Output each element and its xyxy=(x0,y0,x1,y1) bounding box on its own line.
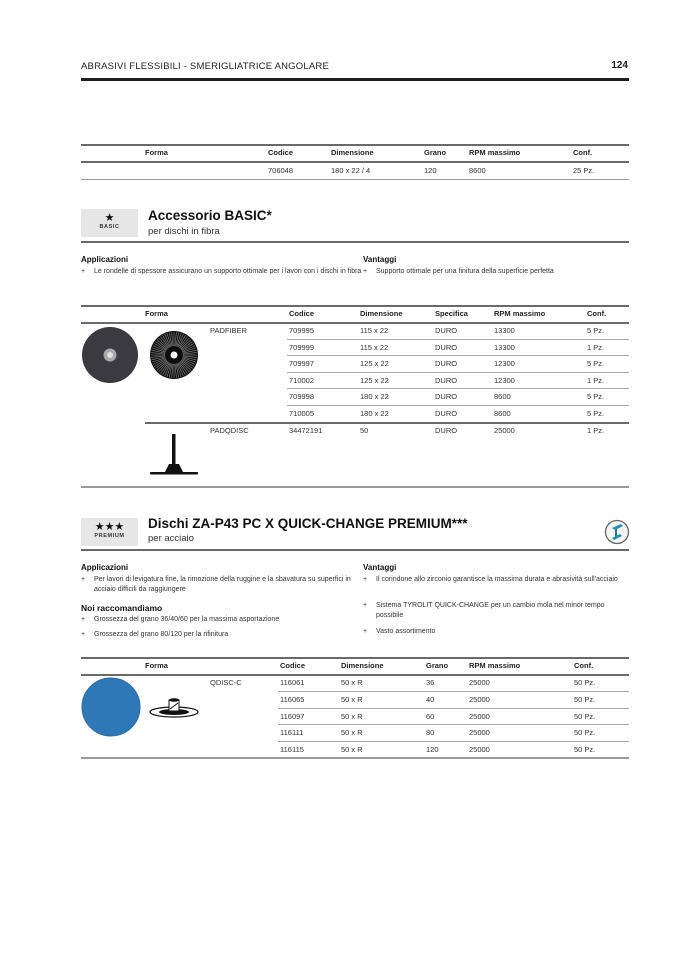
cell-conf: 50 Pz. xyxy=(574,728,596,738)
cell-codice: 116065 xyxy=(280,694,305,704)
cell-specifica: DURO xyxy=(435,375,458,385)
col-header-dimensione: Dimensione xyxy=(331,148,374,157)
advantages-heading: Vantaggi xyxy=(363,563,397,572)
cell-rpm: 12300 xyxy=(494,359,515,369)
cell-dimensione: 115 x 22 xyxy=(360,342,389,352)
section-rule xyxy=(81,241,629,243)
header-rule xyxy=(81,674,629,676)
applications-heading: Applicazioni xyxy=(81,563,129,572)
cell-dimensione: 115 x 22 xyxy=(360,326,389,335)
advantages-item: + Il corindone allo zirconio garantisce la massima durata e abrasività sull'acciaio xyxy=(363,575,631,585)
col-header-rpm: RPM massimo xyxy=(494,309,546,318)
group-separator-rule xyxy=(145,422,629,424)
cell-rpm: 25000 xyxy=(469,694,490,704)
table-top-rule xyxy=(81,657,629,659)
cell-specifica: DURO xyxy=(435,392,458,402)
header-rule xyxy=(81,161,629,163)
cell-conf: 50 Pz. xyxy=(574,711,596,721)
row-separator xyxy=(287,388,629,389)
cell-codice: 709999 xyxy=(289,342,315,352)
cell-conf: 5 Pz. xyxy=(587,359,605,369)
cell-conf: 1 Pz. xyxy=(587,375,605,385)
cell-codice: 709995 xyxy=(289,326,315,335)
cell-grano: 40 xyxy=(426,694,435,704)
table-bottom-rule xyxy=(81,486,629,488)
cell-codice: 116097 xyxy=(280,711,305,721)
cell-codice: 116061 xyxy=(280,678,305,687)
padfiber-backing-pad-image xyxy=(81,326,139,384)
cell-codice: 706048 xyxy=(268,166,294,175)
cell-dimensione: 125 x 22 xyxy=(360,375,389,385)
col-header-forma: Forma xyxy=(145,661,168,670)
cell-dimensione: 50 x R xyxy=(341,711,363,721)
cell-specifica: DURO xyxy=(435,426,458,435)
cell-codice: 709998 xyxy=(289,392,315,402)
stars-icon: ★★★ xyxy=(94,521,125,533)
row-separator xyxy=(287,339,629,340)
col-header-forma: Forma xyxy=(145,309,168,318)
qdisc-blue-disc-image xyxy=(81,677,141,737)
table-top-rule xyxy=(81,144,629,146)
applications-item: + Per lavori di levigatura fine, la rimozione della ruggine e la sbavatura su superfici in acciaio difficili da raggiungere xyxy=(81,575,369,595)
cell-specifica: DURO xyxy=(435,359,458,369)
cell-grano: 36 xyxy=(426,678,435,687)
cell-codice: 116111 xyxy=(280,728,304,738)
col-header-forma: Forma xyxy=(145,148,168,157)
cell-rpm: 8600 xyxy=(469,166,486,175)
steel-beam-icon xyxy=(604,519,630,545)
cell-codice: 709997 xyxy=(289,359,315,369)
row-separator xyxy=(287,405,629,406)
recommend-item: + Grossezza del grano 36/40/60 per la massima asportazione xyxy=(81,615,369,625)
header-rule xyxy=(81,322,629,324)
cell-grano: 60 xyxy=(426,711,435,721)
row-separator xyxy=(278,724,629,725)
col-header-conf: Conf. xyxy=(574,661,594,670)
cell-grano: 80 xyxy=(426,728,435,738)
section-rule xyxy=(81,549,629,551)
cell-specifica: DURO xyxy=(435,342,458,352)
cell-conf: 50 Pz. xyxy=(574,678,596,687)
col-header-conf: Conf. xyxy=(587,309,607,318)
col-header-codice: Codice xyxy=(268,148,294,157)
recommend-heading: Noi raccomandiamo xyxy=(81,603,163,613)
cell-conf: 5 Pz. xyxy=(587,326,605,335)
cell-dimensione: 125 x 22 xyxy=(360,359,389,369)
col-header-specifica: Specifica xyxy=(435,309,468,318)
cell-rpm: 25000 xyxy=(469,728,490,738)
advantages-item: + Vasto assortimento xyxy=(363,627,631,637)
product-type-qdisc-c: QDISC-C xyxy=(210,678,242,687)
product-type-padqdisc: PADQDISC xyxy=(210,426,249,435)
applications-item: + Le rondelle di spessore assicurano un supporto ottimale per i lavori con i dischi in fibra xyxy=(81,267,369,277)
badge-label: PREMIUM xyxy=(94,533,125,539)
col-header-codice: Codice xyxy=(280,661,306,670)
badge-label: BASIC xyxy=(99,224,120,230)
cell-dimensione: 50 x R xyxy=(341,678,363,687)
col-header-grano: Grano xyxy=(424,148,447,157)
basic-badge xyxy=(81,209,138,237)
applications-heading: Applicazioni xyxy=(81,255,129,264)
col-header-dimensione: Dimensione xyxy=(360,309,403,318)
padqdisc-arbor-image xyxy=(149,433,199,477)
row-separator xyxy=(287,355,629,356)
col-header-grano: Grano xyxy=(426,661,449,670)
qdisc-holder-image xyxy=(148,697,200,719)
section-subtitle: per acciaio xyxy=(148,533,194,544)
section-subtitle: per dischi in fibra xyxy=(148,226,220,237)
cell-dimensione: 50 xyxy=(360,426,369,435)
page-number: 124 xyxy=(611,60,628,71)
cell-rpm: 25000 xyxy=(494,426,515,435)
cell-rpm: 25000 xyxy=(469,678,490,687)
col-header-rpm: RPM massimo xyxy=(469,661,521,670)
cell-rpm: 12300 xyxy=(494,375,515,385)
running-header-title: ABRASIVI FLESSIBILI - SMERIGLIATRICE ANGOLARE xyxy=(81,61,329,72)
row-separator xyxy=(278,691,629,692)
cell-conf: 1 Pz. xyxy=(587,426,605,435)
cell-rpm: 8600 xyxy=(494,409,511,418)
cell-rpm: 13300 xyxy=(494,326,515,335)
cell-dimensione: 180 x 22 xyxy=(360,409,389,418)
col-header-conf: Conf. xyxy=(573,148,593,157)
cell-codice: 116115 xyxy=(280,745,304,755)
table-bottom-rule xyxy=(81,757,629,759)
section-title: Dischi ZA-P43 PC X QUICK-CHANGE PREMIUM*** xyxy=(148,516,468,531)
padfiber-ribbed-pad-image xyxy=(149,330,199,380)
cell-codice: 710002 xyxy=(289,375,315,385)
cell-rpm: 25000 xyxy=(469,711,490,721)
cell-rpm: 8600 xyxy=(494,392,511,402)
table-top-rule xyxy=(81,305,629,307)
cell-conf: 50 Pz. xyxy=(574,745,596,755)
cell-grano: 120 xyxy=(426,745,439,755)
col-header-rpm: RPM massimo xyxy=(469,148,521,157)
cell-grano: 120 xyxy=(424,166,437,175)
cell-specifica: DURO xyxy=(435,409,458,418)
cell-dimensione: 180 x 22 / 4 xyxy=(331,166,371,175)
cell-conf: 50 Pz. xyxy=(574,694,596,704)
cell-dimensione: 50 x R xyxy=(341,745,363,755)
cell-dimensione: 50 x R xyxy=(341,728,363,738)
advantages-item: + Supporto ottimale per una finitura della superficie perfetta xyxy=(363,267,636,277)
cell-dimensione: 180 x 22 xyxy=(360,392,389,402)
row-separator xyxy=(278,741,629,742)
cell-rpm: 13300 xyxy=(494,342,515,352)
cell-specifica: DURO xyxy=(435,326,458,335)
section-title: Accessorio BASIC* xyxy=(148,208,272,223)
row-separator xyxy=(278,708,629,709)
cell-conf: 5 Pz. xyxy=(587,409,605,418)
star-icon: ★ xyxy=(104,212,115,224)
col-header-dimensione: Dimensione xyxy=(341,661,384,670)
product-type-padfiber: PADFIBER xyxy=(210,326,247,335)
cell-conf: 5 Pz. xyxy=(587,392,605,402)
cell-rpm: 25000 xyxy=(469,745,490,755)
premium-badge xyxy=(81,518,138,546)
cell-conf: 25 Pz. xyxy=(573,166,595,175)
cell-codice: 710005 xyxy=(289,409,315,418)
cell-codice: 34472191 xyxy=(289,426,323,435)
cell-dimensione: 50 x R xyxy=(341,694,363,704)
row-separator xyxy=(287,372,629,373)
col-header-codice: Codice xyxy=(289,309,315,318)
table-bottom-rule xyxy=(81,179,629,180)
recommend-item: + Grossezza del grano 80/120 per la rifinitura xyxy=(81,630,369,640)
cell-conf: 1 Pz. xyxy=(587,342,605,352)
advantages-item: + Sistema TYROLIT QUICK-CHANGE per un cambio mola nel minor tempo possibile xyxy=(363,601,631,621)
header-rule xyxy=(81,78,629,81)
advantages-heading: Vantaggi xyxy=(363,255,397,264)
